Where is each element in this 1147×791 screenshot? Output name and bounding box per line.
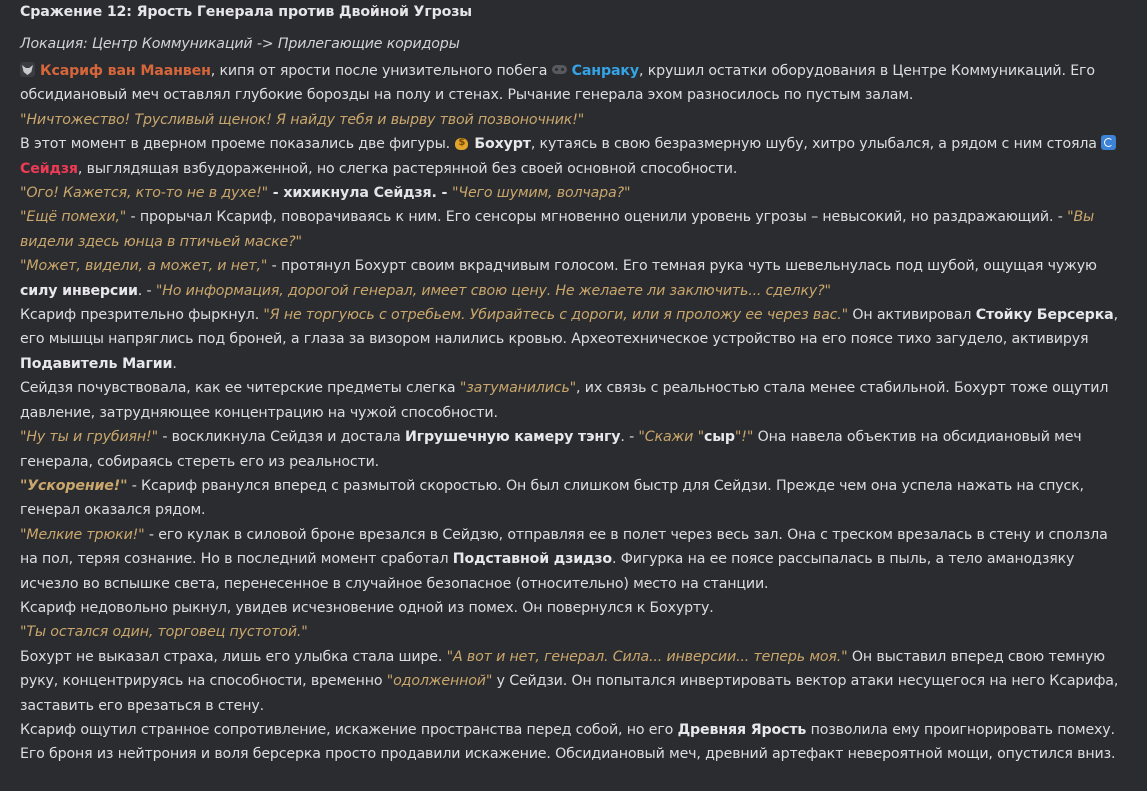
narration-text: Ксариф недовольно рыкнул, увидев исчезновение одной из помех. Он повернулся к Бохурту. [20, 599, 714, 616]
bold-term: силу инверсии [20, 282, 138, 299]
paragraph-12 [20, 596, 1125, 620]
dialogue-quote: "одолженной" [386, 673, 493, 690]
narration-text: - воскликнула Сейдзя и достала [157, 429, 406, 446]
dialogue-quote: "Чего шумим, волчара?" [452, 185, 631, 202]
narration-text: , их связь с реальностью стала менее стабильной. Бохурт тоже ощутил давление, затрудняющее концентрацию на чужой способности. [20, 380, 1109, 421]
narration-text: , кутаясь в свою безразмерную шубу, хитро улыбался, а рядом с ним стояла [530, 136, 1102, 153]
narration-text: позволила ему проигнорировать помеху. Его броня из нейтрония и воля берсерка просто продавили искажение. Обсидиановый меч, древний артефакт невероятной мощи, опустился вниз. [20, 721, 1116, 763]
narration-text: , крушил остатки оборудования в Центре Коммуникаций. Его обсидиановый меч оставлял глубокие борозды на полу и стенах. Рычание генерала эхом разносилось по пустым залам. [20, 63, 1095, 104]
dialogue-quote: "Но информация, дорогой генерал, имеет свою цену. Не желаете ли заключить... сделку?" [155, 282, 831, 299]
paragraph-3 [20, 132, 1125, 181]
wolf-icon [20, 62, 35, 77]
narration-text: у Сейдзи. Он попытался инвертировать вектор атаки несущегося на него Ксарифа, заставить его врезаться в стену. [20, 673, 1119, 714]
bold-term: Подставной дзидзо [452, 551, 612, 568]
paragraph-15 [20, 718, 1125, 767]
narration-text: Она навела объектив на обсидиановый меч генерала, собираясь стереть его из реальности. [20, 429, 1082, 470]
narration-text: . - [137, 282, 156, 299]
narration-text: - его кулак в силовой броне врезался в Сейдзю, отправляя ее в полет через весь зал. Она с треском врезалась в стену и сползла на пол, теряя сознание. Но в последний момент сработал [20, 526, 1108, 568]
dialogue-quote: "Мелкие трюки!" [20, 526, 145, 543]
paragraph-2 [20, 108, 1125, 132]
narration-text: В этот момент в дверном проеме показались две фигуры. [20, 136, 455, 153]
paragraph-5 [20, 205, 1125, 254]
narration-text: , кипя от ярости после унизительного побега [210, 63, 552, 79]
page-title: Сражение 12: Ярость Генерала против Двойной Угрозы [20, 4, 472, 20]
dialogue-quote: "!" [734, 429, 754, 446]
dialogue-quote: "Ты остался один, торговец пустотой." [20, 624, 308, 641]
narration-text: Он выставил вперед свою темную руку, концентрируясь на способности, временно [20, 648, 1105, 690]
cycle-icon [1101, 135, 1116, 150]
bold-term: Стойку Берсерка [975, 307, 1114, 324]
character-name-ksarif: Ксариф ван Маанвен [40, 63, 211, 79]
paragraph-14 [20, 645, 1125, 718]
dialogue-quote: "Ничтожество! Трусливый щенок! Я найду тебя и вырву твой позвоночник!" [20, 111, 585, 128]
paragraph-1 [20, 59, 1125, 108]
dialogue-quote: "Ну ты и грубиян!" [20, 429, 158, 446]
dialogue-quote: "Ого! Кажется, кто-то не в духе!" [20, 185, 268, 202]
paragraph-4 [20, 181, 1125, 205]
narration-text: . - [620, 429, 639, 446]
bold-term: Древняя Ярость [677, 721, 807, 738]
narration-text: Ксариф ощутил странное сопротивление, искажение пространства перед собой, но его [20, 721, 678, 738]
paragraph-9 [20, 425, 1125, 474]
narration-text: . Фигурка на ее поясе рассыпалась в пыль, а тело аманодзяку исчезло во вспышке света, перенесенное в случайное безопасное (относительно) место на станции. [20, 551, 1075, 592]
bold-term: Игрушечную камеру тэнгу [405, 429, 621, 446]
narration-text: - прорычал Ксариф, поворачиваясь к ним. Его сенсоры мгновенно оценили уровень угрозы – невысокий, но раздражающий. - [126, 209, 1068, 226]
narration-text: Ксариф презрительно фыркнул. [20, 307, 264, 324]
paragraph-11 [20, 523, 1125, 596]
narration-text: Он активировал [848, 307, 976, 324]
paragraph-6 [20, 254, 1125, 303]
dialogue-quote: "Я не торгуюсь с отребьем. Убирайтесь с дороги, или я проложу ее через вас." [263, 307, 848, 324]
dialogue-quote: "Вы видели здесь юнца в птичьей маске?" [20, 209, 1095, 250]
narration-text: , выглядящая взбудораженной, но слегка растерянной без своей основной способности. [77, 160, 738, 177]
character-name-bokhurt: Бохурт [474, 136, 531, 153]
dialogue-quote: "Может, видели, а может, и нет," [20, 258, 268, 275]
location-line: Локация: Центр Коммуникаций -> Прилегающие коридоры [20, 36, 460, 52]
paragraph-10 [20, 474, 1125, 523]
gamepad-icon [552, 62, 567, 77]
narration-text: Сейдзя почувствовала, как ее читерские предметы слегка [20, 380, 460, 397]
narration-text: Бохурт не выказал страха, лишь его улыбка стала шире. [20, 648, 447, 665]
speech-attribution: - хихикнула Сейдзя. - [268, 185, 453, 202]
dialogue-quote: "Скажи " [638, 429, 704, 446]
narration-text: , его мышцы напряглись под броней, а глаза за визором налились кровью. Археотехническое устройство на его поясе тихо загудело, активируя [20, 307, 1118, 348]
character-name-seidza: Сейдзя [20, 160, 78, 177]
dialogue-quote: "затуманились" [459, 380, 577, 397]
narration-text: - протянул Бохурт своим вкрадчивым голосом. Его темная рука чуть шевельнулась под шубой, ощущая чужую [267, 258, 1097, 275]
bold-term: сыр [703, 429, 735, 446]
paragraph-13 [20, 620, 1125, 644]
dialogue-quote: "Ускорение!" [20, 477, 128, 494]
narration-text: . [172, 355, 177, 372]
paragraph-8 [20, 376, 1125, 425]
paragraph-7 [20, 303, 1125, 376]
dialogue-quote: "Ещё помехи," [20, 209, 127, 226]
money-bag-icon [454, 135, 469, 150]
dialogue-quote: "А вот и нет, генерал. Сила... инверсии... теперь моя." [446, 648, 848, 665]
character-name-sanraku: Санраку [571, 63, 639, 79]
narration-text: - Ксариф рванулся вперед с размытой скоростью. Он был слишком быстр для Сейдзи. Прежде чем она успела нажать на спуск, генерал оказался рядом. [20, 477, 1084, 519]
bold-term: Подавитель Магии [20, 355, 173, 372]
